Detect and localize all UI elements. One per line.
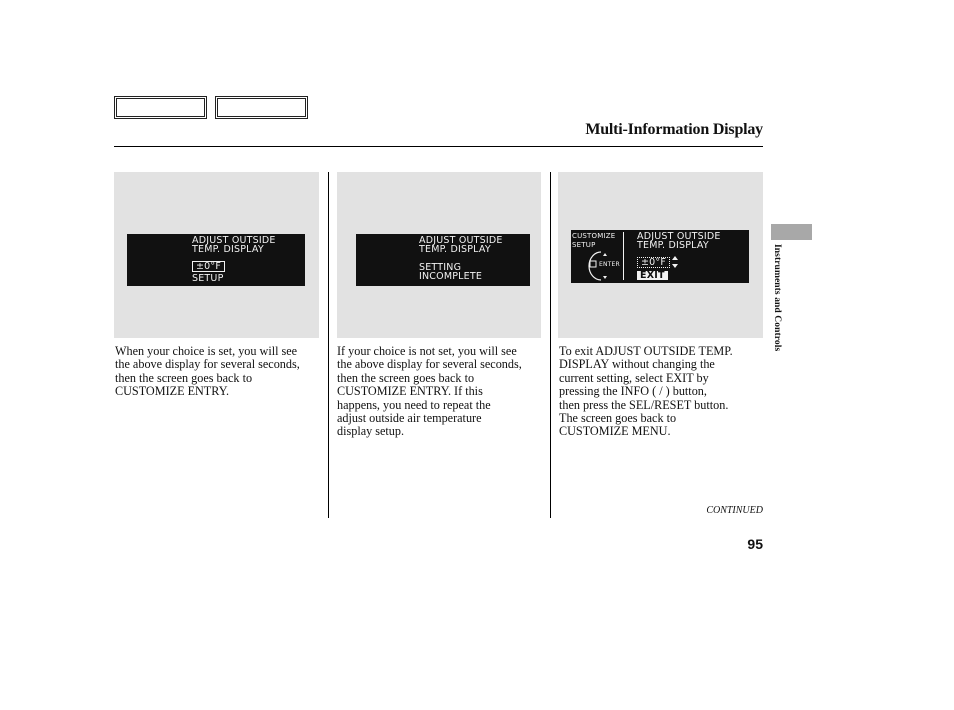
exit-option: EXIT bbox=[637, 271, 668, 280]
enter-label: ENTER bbox=[599, 261, 620, 268]
column-text: If your choice is not set, you will see the above display for several seconds, then the screen goes back to CUSTOMIZE ENTRY. If this happens, you need to repeat the adjust outside air temperature display setup. bbox=[337, 344, 522, 439]
lcd-line: TEMP. DISPLAY bbox=[192, 244, 264, 255]
lcd-menu-label: SETUP bbox=[572, 241, 596, 249]
section-label: Instruments and Controls bbox=[772, 244, 782, 352]
lcd-line: ADJUST OUTSIDE bbox=[419, 235, 503, 246]
display-illustration-set bbox=[114, 172, 319, 338]
lcd-divider bbox=[623, 232, 624, 280]
previous-page-button[interactable] bbox=[114, 96, 207, 119]
lcd-status: SETUP bbox=[192, 273, 224, 284]
lcd-line: TEMP. DISPLAY bbox=[637, 240, 709, 251]
temperature-offset-value: ±0°F bbox=[637, 257, 670, 268]
section-tab bbox=[771, 224, 812, 240]
column-divider bbox=[550, 172, 551, 518]
page-title: Multi-Information Display bbox=[585, 121, 763, 138]
lcd-status: SETTING bbox=[419, 262, 462, 273]
lcd-line: TEMP. DISPLAY bbox=[419, 244, 491, 255]
up-down-arrows-icon bbox=[671, 255, 679, 269]
lcd-screen bbox=[127, 234, 305, 286]
next-page-button[interactable] bbox=[215, 96, 308, 119]
column-divider bbox=[328, 172, 329, 518]
lcd-status: INCOMPLETE bbox=[419, 271, 483, 282]
lcd-menu-label: CUSTOMIZE bbox=[572, 232, 616, 240]
page-number: 95 bbox=[747, 536, 763, 552]
lcd-line: ADJUST OUTSIDE bbox=[637, 231, 721, 242]
temperature-offset-value: ±0°F bbox=[192, 261, 225, 272]
display-illustration-exit bbox=[558, 172, 763, 338]
lcd-line: ADJUST OUTSIDE bbox=[192, 235, 276, 246]
display-illustration-incomplete bbox=[337, 172, 541, 338]
lcd-screen bbox=[356, 234, 530, 286]
lcd-screen bbox=[571, 230, 749, 283]
continued-label: CONTINUED bbox=[706, 505, 763, 516]
column-text: To exit ADJUST OUTSIDE TEMP. DISPLAY without changing the current setting, select EXIT by pressing the INFO ( / ) button, then press the SEL/RESET button. The screen goes back to CUSTOMIZE MENU. bbox=[559, 344, 733, 439]
title-divider bbox=[114, 146, 763, 147]
column-text: When your choice is set, you will see the above display for several seconds, then the screen goes back to CUSTOMIZE ENTRY. bbox=[115, 344, 300, 399]
